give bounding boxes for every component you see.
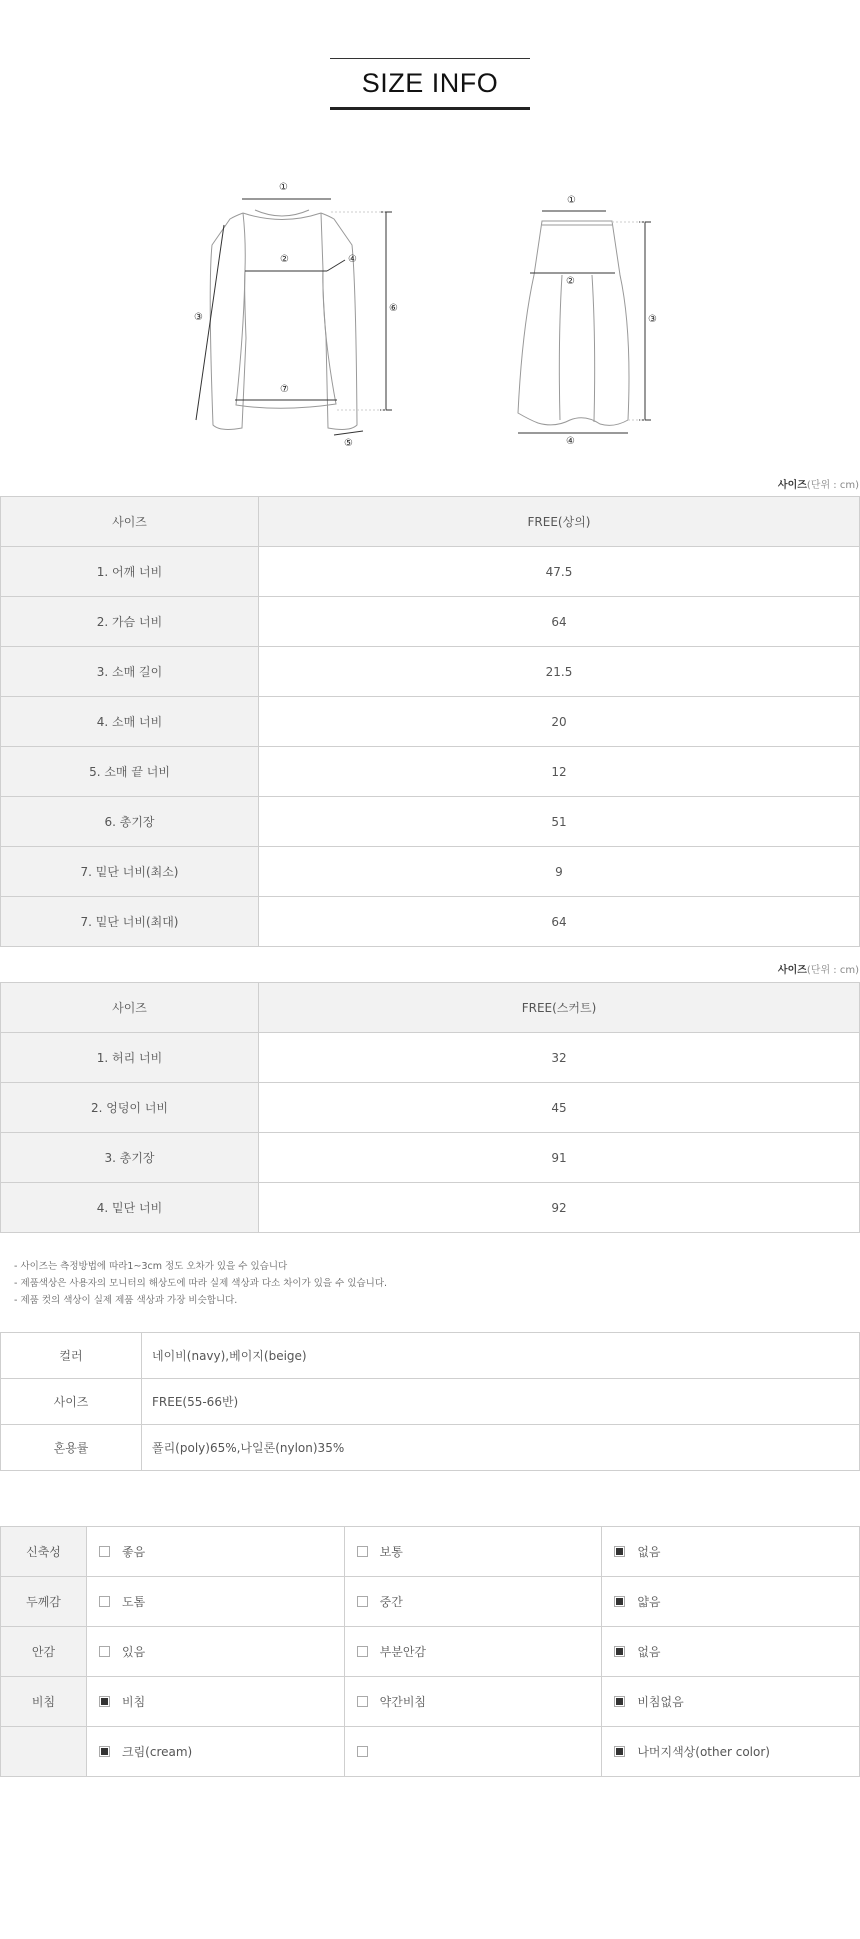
attr-option xyxy=(87,1577,345,1627)
option-label: 중간 xyxy=(379,1595,403,1609)
option-label: 약간비침 xyxy=(379,1695,427,1709)
checkbox-icon xyxy=(99,1746,110,1757)
row-value: 91 xyxy=(259,1133,860,1183)
attr-option xyxy=(87,1727,345,1777)
note-line: - 제품색상은 사용자의 모니터의 해상도에 따라 실제 색상과 다소 차이가 있을 수 있습니다. xyxy=(14,1278,388,1289)
option-label: 좋음 xyxy=(122,1545,146,1559)
row-value: 20 xyxy=(259,697,860,747)
skirt-size-table xyxy=(0,982,860,1233)
checkbox-icon xyxy=(99,1696,110,1707)
table-row xyxy=(1,747,860,797)
attr-label: 안감 xyxy=(1,1627,87,1677)
info-label: 사이즈 xyxy=(1,1379,142,1425)
checkbox-icon xyxy=(357,1546,368,1557)
table-row xyxy=(1,1183,860,1233)
unit-label-rest: (단위 : cm) xyxy=(806,965,859,976)
checkbox-icon xyxy=(99,1546,110,1557)
row-value: 45 xyxy=(259,1083,860,1133)
attr-option xyxy=(602,1527,860,1577)
row-value: 9 xyxy=(259,847,860,897)
row-value: 92 xyxy=(259,1183,860,1233)
attr-option xyxy=(602,1627,860,1677)
attr-option xyxy=(344,1727,602,1777)
checkbox-icon xyxy=(614,1746,625,1757)
skirt-marker-2: ② xyxy=(566,276,575,287)
unit-label-top xyxy=(778,476,859,491)
attr-option xyxy=(344,1527,602,1577)
header-label: 사이즈 xyxy=(1,983,259,1033)
checkbox-icon xyxy=(357,1746,368,1757)
table-row xyxy=(1,1033,860,1083)
table-row xyxy=(1,647,860,697)
option-label: 부분안감 xyxy=(379,1645,427,1659)
row-label: 1. 허리 너비 xyxy=(1,1033,259,1083)
row-value: 21.5 xyxy=(259,647,860,697)
attr-option xyxy=(87,1677,345,1727)
table-row xyxy=(1,1083,860,1133)
checkbox-icon xyxy=(357,1646,368,1657)
size-info-title-box xyxy=(330,58,530,110)
option-label: 크림(cream) xyxy=(122,1745,193,1759)
row-label: 3. 총기장 xyxy=(1,1133,259,1183)
info-value: 폴리(poly)65%,나일론(nylon)35% xyxy=(142,1425,860,1471)
top-marker-5: ⑤ xyxy=(344,438,353,449)
fabric-attributes-table xyxy=(0,1526,860,1777)
row-value: 51 xyxy=(259,797,860,847)
table-row xyxy=(1,1379,860,1425)
table-row xyxy=(1,547,860,597)
table-row xyxy=(1,1677,860,1727)
row-value: 12 xyxy=(259,747,860,797)
attr-option xyxy=(344,1677,602,1727)
option-label: 있음 xyxy=(122,1645,146,1659)
table-row xyxy=(1,1527,860,1577)
top-marker-6: ⑥ xyxy=(389,303,398,314)
row-value: 64 xyxy=(259,597,860,647)
checkbox-icon xyxy=(614,1596,625,1607)
row-label: 1. 어깨 너비 xyxy=(1,547,259,597)
header-label: 사이즈 xyxy=(1,497,259,547)
top-marker-4: ④ xyxy=(348,254,357,265)
note-line: - 제품 컷의 색상이 실제 제품 색상과 가장 비슷합니다. xyxy=(14,1295,238,1306)
attr-label: 두께감 xyxy=(1,1577,87,1627)
table-row xyxy=(1,1577,860,1627)
header-value: FREE(상의) xyxy=(259,497,860,547)
garment-illustration xyxy=(0,170,860,460)
option-label: 비침 xyxy=(122,1695,146,1709)
unit-label-bold: 사이즈 xyxy=(777,480,807,491)
table-row xyxy=(1,1727,860,1777)
row-value: 47.5 xyxy=(259,547,860,597)
info-label: 혼용률 xyxy=(1,1425,142,1471)
attr-option xyxy=(344,1627,602,1677)
top-marker-7: ⑦ xyxy=(280,384,289,395)
garment-diagram xyxy=(0,170,860,460)
option-label: 나머지색상(other color) xyxy=(637,1745,770,1759)
row-label: 4. 소매 너비 xyxy=(1,697,259,747)
row-label: 2. 엉덩이 너비 xyxy=(1,1083,259,1133)
attr-option xyxy=(87,1527,345,1577)
top-marker-2: ② xyxy=(280,254,289,265)
table-row xyxy=(1,897,860,947)
skirt-marker-3: ③ xyxy=(648,314,657,325)
info-label: 컬러 xyxy=(1,1333,142,1379)
table-row xyxy=(1,847,860,897)
checkbox-icon xyxy=(99,1646,110,1657)
row-label: 4. 밑단 너비 xyxy=(1,1183,259,1233)
option-label: 없음 xyxy=(637,1545,661,1559)
row-label: 2. 가슴 너비 xyxy=(1,597,259,647)
checkbox-icon xyxy=(614,1546,625,1557)
attr-option xyxy=(602,1677,860,1727)
row-value: 32 xyxy=(259,1033,860,1083)
skirt-marker-1: ① xyxy=(567,195,576,206)
table-row xyxy=(1,597,860,647)
table-row xyxy=(1,1627,860,1677)
page-title: SIZE INFO xyxy=(361,68,499,98)
top-marker-1: ① xyxy=(279,182,288,193)
unit-label-bold: 사이즈 xyxy=(777,965,807,976)
product-info-table xyxy=(0,1332,860,1471)
option-label: 얇음 xyxy=(637,1595,661,1609)
table-row xyxy=(1,1425,860,1471)
row-label: 3. 소매 길이 xyxy=(1,647,259,697)
checkbox-icon xyxy=(614,1646,625,1657)
row-label: 7. 밑단 너비(최소) xyxy=(1,847,259,897)
row-value: 64 xyxy=(259,897,860,947)
row-label: 7. 밑단 너비(최대) xyxy=(1,897,259,947)
checkbox-icon xyxy=(357,1596,368,1607)
option-label: 보통 xyxy=(379,1545,403,1559)
info-value: FREE(55-66반) xyxy=(142,1379,860,1425)
checkbox-icon xyxy=(99,1596,110,1607)
attr-option xyxy=(602,1727,860,1777)
skirt-marker-4: ④ xyxy=(566,436,575,447)
table-row xyxy=(1,1133,860,1183)
attr-label: 비침 xyxy=(1,1677,87,1727)
option-label: 비침없음 xyxy=(637,1695,684,1709)
attr-option xyxy=(87,1627,345,1677)
unit-label-rest: (단위 : cm) xyxy=(806,480,859,491)
note-line: - 사이즈는 측정방법에 따라1~3cm 정도 오차가 있을 수 있습니다 xyxy=(14,1261,288,1272)
attr-option xyxy=(602,1577,860,1627)
option-label: 없음 xyxy=(637,1645,661,1659)
table-row xyxy=(1,1333,860,1379)
header-value: FREE(스커트) xyxy=(259,983,860,1033)
top-size-table xyxy=(0,496,860,947)
table-header-row xyxy=(1,983,860,1033)
table-row xyxy=(1,697,860,747)
top-marker-3: ③ xyxy=(194,312,203,323)
attr-label: 신축성 xyxy=(1,1527,87,1577)
checkbox-icon xyxy=(357,1696,368,1707)
info-value: 네이비(navy),베이지(beige) xyxy=(142,1333,860,1379)
checkbox-icon xyxy=(614,1696,625,1707)
row-label: 5. 소매 끝 너비 xyxy=(1,747,259,797)
attr-option xyxy=(344,1577,602,1627)
table-row xyxy=(1,797,860,847)
table-header-row xyxy=(1,497,860,547)
option-label: 도톰 xyxy=(122,1595,146,1609)
unit-label-skirt xyxy=(778,961,859,976)
size-notes xyxy=(14,1258,387,1309)
row-label: 6. 총기장 xyxy=(1,797,259,847)
attr-label xyxy=(1,1727,87,1777)
